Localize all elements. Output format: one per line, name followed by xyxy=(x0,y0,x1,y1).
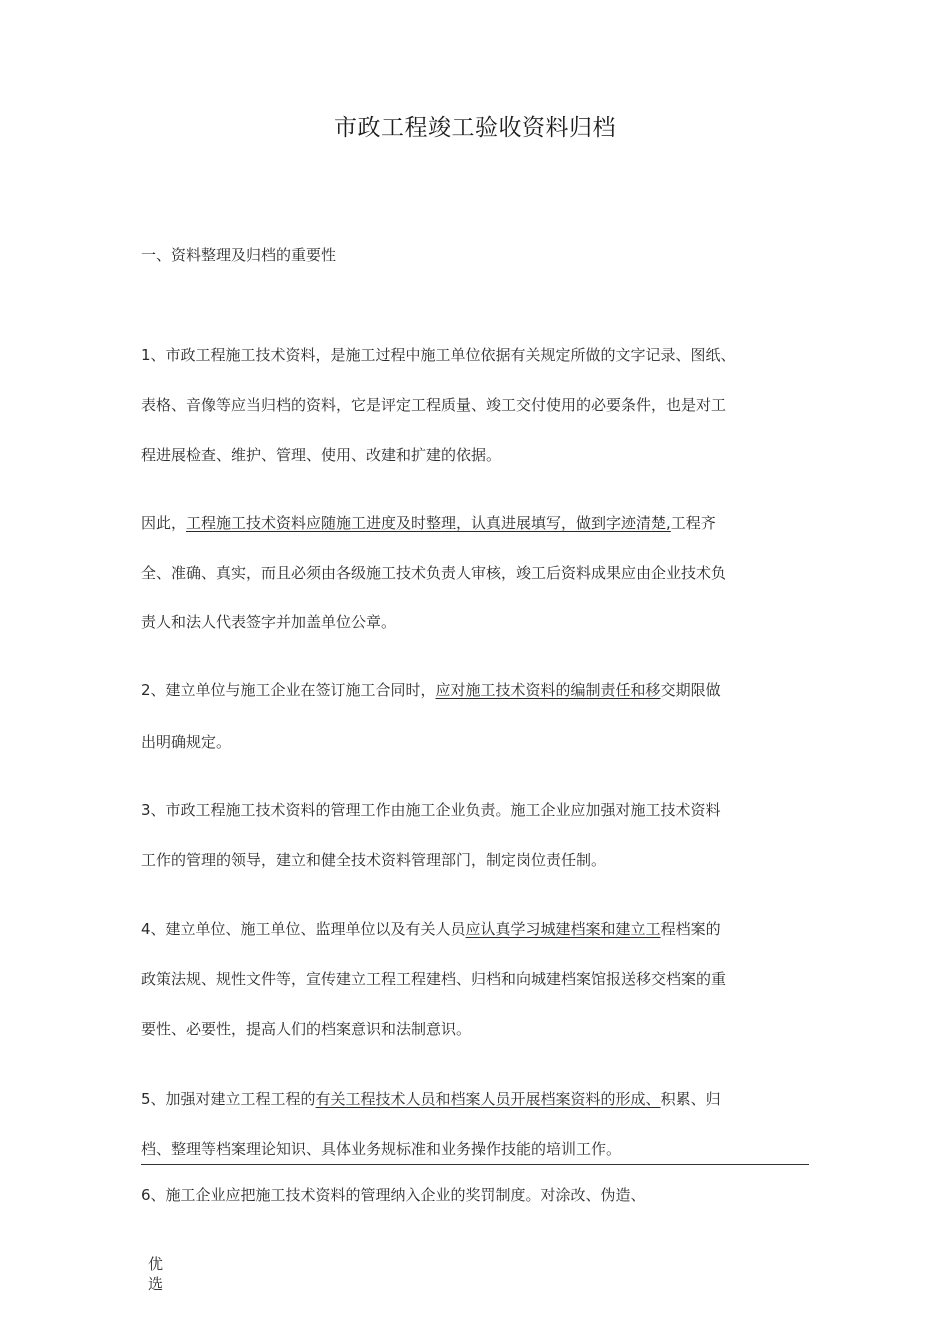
paragraph-6-line-2: 档、整理等档案理论知识、具体业务规标准和业务操作技能的培训工作。 xyxy=(141,1140,622,1158)
paragraph-1-line-3: 程进展检查、维护、管理、使用、改建和扩建的依据。 xyxy=(141,446,502,464)
paragraph-3-line-2: 出明确规定。 xyxy=(141,733,232,751)
paragraph-7-line-1: 6、施工企业应把施工技术资料的管理纳入企业的奖罚制度。对涂改、伪造、 xyxy=(141,1186,646,1204)
paragraph-6-text: 积累、归 xyxy=(660,1090,721,1108)
paragraph-1-line-2: 表格、音像等应当归档的资料，它是评定工程质量、竣工交付使用的必要条件，也是对工 xyxy=(141,396,727,414)
paragraph-2-line-1 xyxy=(141,512,716,534)
paragraph-2-line-2: 全、准确、真实，而且必须由各级施工技术负责人审核，竣工后资料成果应由企业技术负 xyxy=(141,564,727,582)
underlined-text: 应对施工技术资料的编制责任和移 xyxy=(435,681,661,699)
paragraph-1-line-1: 1、市政工程施工技术资料，是施工过程中施工单位依据有关规定所做的文字记录、图纸、 xyxy=(141,346,736,364)
paragraph-5-line-1 xyxy=(141,918,721,940)
paragraph-2-text: 工程齐 xyxy=(670,514,716,532)
footer-mark: 优选 xyxy=(148,1255,164,1293)
underlined-text: 工程施工技术资料应随施工进度及时整理，认真进展填写，做到字迹清楚, xyxy=(186,514,671,532)
horizontal-rule xyxy=(141,1164,809,1165)
paragraph-3-text: 2、建立单位与施工企业在签订施工合同时， xyxy=(141,681,436,699)
paragraph-3-text: 交期限做 xyxy=(660,681,721,699)
section-heading: 一、资料整理及归档的重要性 xyxy=(141,246,337,264)
paragraph-5-line-3: 要性、必要性，提高人们的档案意识和法制意识。 xyxy=(141,1020,472,1038)
page-title: 市政工程竣工验收资料归档 xyxy=(334,115,616,141)
paragraph-5-text: 程档案的 xyxy=(660,920,721,938)
paragraph-4-line-2: 工作的管理的领导，建立和健全技术资料管理部门，制定岗位责任制。 xyxy=(141,851,607,869)
paragraph-5-line-2: 政策法规、规性文件等，宣传建立工程工程建档、归档和向城建档案馆报送移交档案的重 xyxy=(141,970,727,988)
underlined-text: 有关工程技术人员和档案人员开展档案资料的形成、 xyxy=(315,1090,661,1108)
paragraph-5-text: 4、建立单位、施工单位、监理单位以及有关人员 xyxy=(141,920,466,938)
underlined-text: 应认真学习城建档案和建立工 xyxy=(465,920,661,938)
paragraph-4-line-1: 3、市政工程施工技术资料的管理工作由施工企业负责。施工企业应加强对施工技术资料 xyxy=(141,801,721,819)
paragraph-2-line-3: 责人和法人代表签字并加盖单位公章。 xyxy=(141,613,397,631)
paragraph-6-line-1 xyxy=(141,1088,721,1110)
paragraph-3-line-1 xyxy=(141,679,721,701)
paragraph-2-text: 因此， xyxy=(141,514,187,532)
paragraph-6-text: 5、加强对建立工程工程的 xyxy=(141,1090,316,1108)
